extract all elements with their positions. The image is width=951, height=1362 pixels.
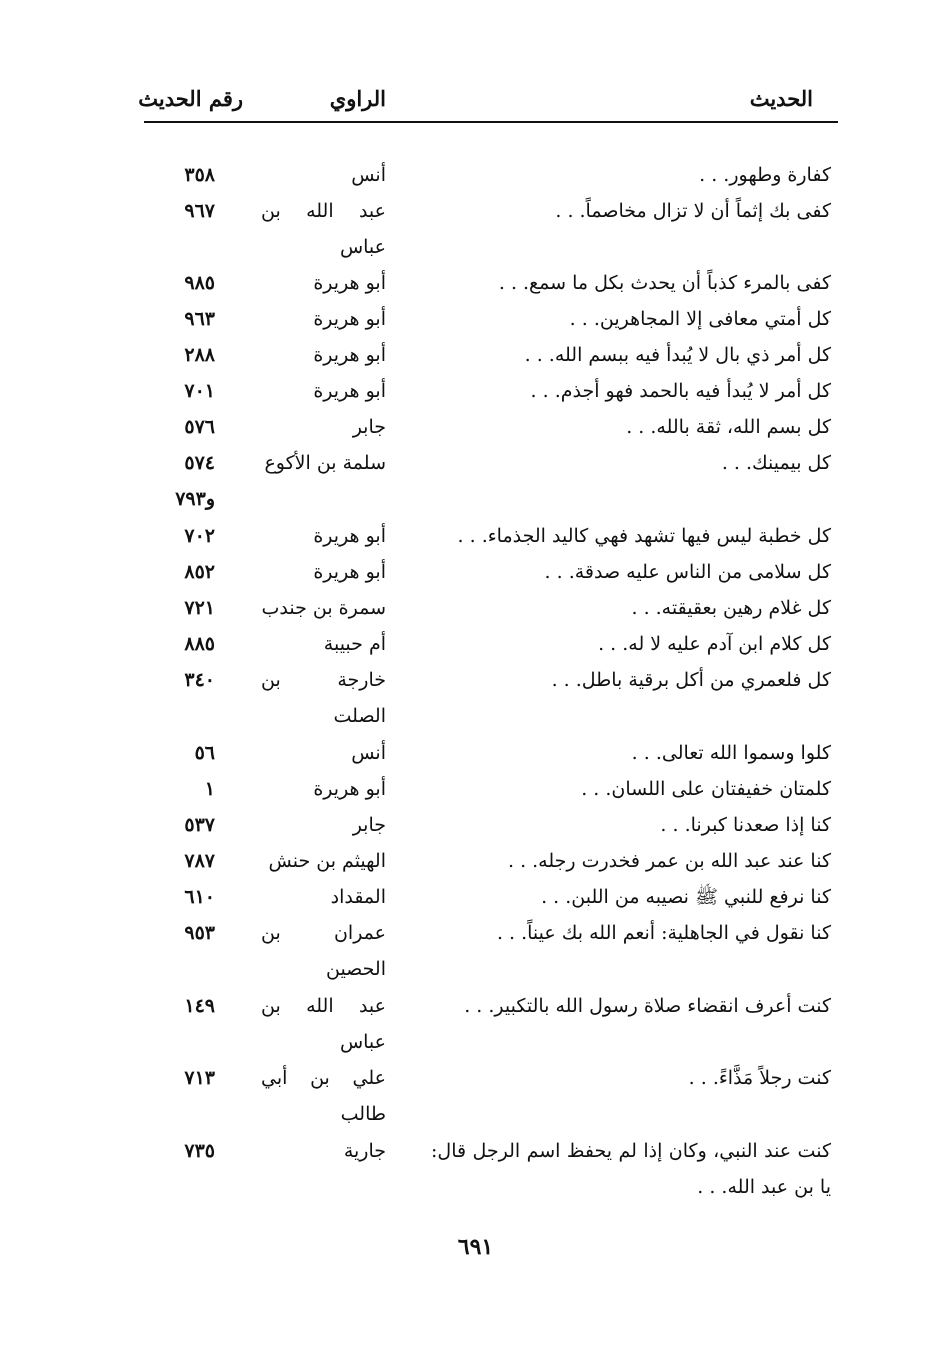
hadith-text: كفى بالمرء كذباً أن يحدث بكل ما سمع. . .	[498, 272, 831, 294]
number-column-header: رقم الحديث	[138, 86, 243, 111]
hadith-text: كنا نرفع للنبي ﷺ نصيبه من اللبن. . .	[541, 886, 831, 908]
hadith-text: كنا إذا صعدنا كبرنا. . .	[660, 814, 831, 836]
header-divider	[144, 121, 838, 123]
hadith-number: ٨٨٥	[184, 633, 215, 655]
hadith-text: كل غلام رهين بعقيقته. . .	[631, 597, 831, 619]
narrator-name: عبد الله بن عباس	[261, 200, 386, 258]
hadith-number: ٣٥٨	[184, 164, 215, 186]
hadith-text: كفارة وطهور. . .	[699, 164, 831, 186]
hadith-number: ٩٥٣	[184, 922, 215, 944]
narrator-name: أنس	[351, 164, 386, 186]
hadith-number: ٥٧٤	[184, 452, 215, 474]
narrator-name: الهيثم بن حنش	[268, 850, 386, 872]
hadith-text: كفى بك إثماً أن لا تزال مخاصماً. . .	[555, 200, 831, 222]
hadith-text: كنا نقول في الجاهلية: أنعم الله بك عيناً. . .	[496, 922, 831, 944]
hadith-number: ٩٨٥	[184, 272, 215, 294]
narrator-name: أبو هريرة	[313, 380, 386, 402]
narrator-name: أبو هريرة	[313, 561, 386, 583]
narrator-name: المقداد	[330, 886, 386, 908]
hadith-text: كنا عند عبد الله بن عمر فخدرت رجله. . .	[507, 850, 831, 872]
page-number: ٦٩١	[457, 1234, 494, 1260]
narrator-name: أبو هريرة	[313, 344, 386, 366]
narrator-name: جابر	[352, 814, 386, 836]
hadith-number: ٧٠٢	[184, 525, 215, 547]
hadith-number: ٥٦	[194, 742, 215, 764]
hadith-text: كلوا وسموا الله تعالى. . .	[631, 742, 831, 764]
hadith-number: ٨٥٢	[184, 561, 215, 583]
narrator-name: عمران بن الحصين	[261, 922, 386, 980]
hadith-text: كل أمتي معافى إلا المجاهرين. . .	[569, 308, 831, 330]
hadith-number: ٧٣٥	[184, 1140, 215, 1162]
narrator-name: عبد الله بن عباس	[261, 995, 386, 1053]
hadith-number: ٧١٣	[184, 1067, 215, 1089]
hadith-number: ٥٣٧	[184, 814, 215, 836]
narrator-name: سلمة بن الأكوع	[264, 452, 386, 474]
narrator-name: خارجة بن الصلت	[261, 669, 386, 727]
hadith-text: كنت عند النبي، وكان إذا لم يحفظ اسم الرجل قال: يا بن عبد الله. . .	[431, 1140, 831, 1198]
hadith-text: كل أمر لا يُبدأ فيه بالحمد فهو أجذم. . .	[530, 380, 831, 402]
narrator-name: سمرة بن جندب	[261, 597, 386, 619]
hadith-number: ٣٤٠	[184, 669, 215, 691]
hadith-text: كل خطبة ليس فيها تشهد فهي كاليد الجذماء. . .	[457, 525, 831, 547]
hadith-number-secondary: و٧٩٣	[175, 488, 215, 510]
hadith-text: كل فلعمري من أكل برقية باطل. . .	[551, 669, 831, 691]
hadith-number: ١٤٩	[184, 995, 215, 1017]
narrator-name: جارية	[343, 1140, 386, 1162]
hadith-number: ٩٦٧	[184, 200, 215, 222]
narrator-name: جابر	[352, 416, 386, 438]
hadith-column-header: الحديث	[749, 86, 813, 111]
narrator-name: أبو هريرة	[313, 272, 386, 294]
narrator-name: علي بن أبي طالب	[261, 1067, 386, 1125]
narrator-column-header: الراوي	[329, 86, 386, 111]
narrator-name: أم حبيبة	[323, 633, 386, 655]
hadith-number: ٦١٠	[184, 886, 215, 908]
narrator-name: أبو هريرة	[313, 778, 386, 800]
hadith-text: كل سلامى من الناس عليه صدقة. . .	[544, 561, 831, 583]
hadith-text: كنت رجلاً مَذَّاءً. . .	[688, 1067, 831, 1089]
hadith-text: كل بيمينك. . .	[721, 452, 831, 474]
hadith-text: كل أمر ذي بال لا يُبدأ فيه ببسم الله. . .	[524, 344, 831, 366]
hadith-text: كلمتان خفيفتان على اللسان. . .	[581, 778, 831, 800]
narrator-name: أبو هريرة	[313, 308, 386, 330]
hadith-number: ٢٨٨	[184, 344, 215, 366]
narrator-name: أبو هريرة	[313, 525, 386, 547]
hadith-number: ٧٢١	[184, 597, 215, 619]
hadith-number: ٧٨٧	[184, 850, 215, 872]
hadith-number: ٥٧٦	[184, 416, 215, 438]
hadith-text: كل بسم الله، ثقة بالله. . .	[626, 416, 831, 438]
hadith-number: ١	[204, 778, 215, 800]
narrator-name: أنس	[351, 742, 386, 764]
hadith-text: كنت أعرف انقضاء صلاة رسول الله بالتكبير. . .	[464, 995, 831, 1017]
hadith-number: ٩٦٣	[184, 308, 215, 330]
hadith-number: ٧٠١	[184, 380, 215, 402]
hadith-text: كل كلام ابن آدم عليه لا له. . .	[598, 633, 831, 655]
